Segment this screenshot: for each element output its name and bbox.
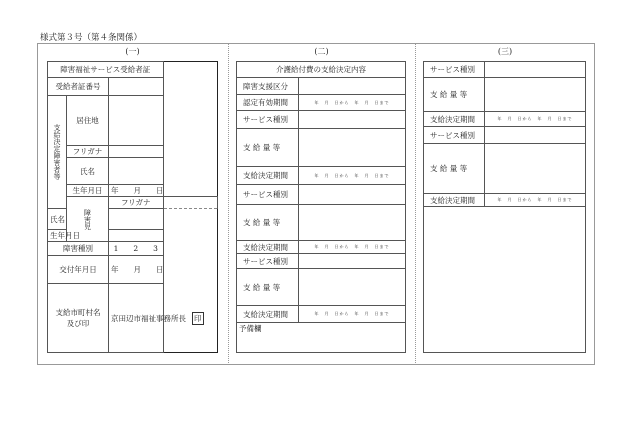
issuer-cell xyxy=(109,284,202,353)
blank-area[interactable] xyxy=(424,207,586,353)
service-type-field[interactable] xyxy=(299,185,406,205)
amount-field[interactable] xyxy=(485,144,586,194)
decision-period-label: 支給決定期間 xyxy=(237,167,299,185)
panel-2-heading: (二) xyxy=(314,47,329,56)
service-type-field[interactable] xyxy=(485,127,586,144)
child-birthdate-label: 生年月日 xyxy=(48,230,67,242)
service-type-label: サービス種別 xyxy=(424,127,485,144)
address-label: 居住地 xyxy=(67,96,109,146)
child-name-label: 氏名 xyxy=(48,209,67,230)
furigana-label: フリガナ xyxy=(67,146,109,158)
disability-type-label: 障害種別 xyxy=(48,242,109,256)
valid-period-field[interactable]: 年 月 日から 年 月 日まで xyxy=(299,95,406,111)
amount-label: 支 給 量 等 xyxy=(237,269,299,306)
amount-field[interactable] xyxy=(299,269,406,306)
service-type-field[interactable] xyxy=(299,111,406,129)
child-group-label: 障害児 xyxy=(67,197,109,242)
issue-date-field[interactable]: 年 月 日 xyxy=(109,256,164,284)
amount-label: 支 給 量 等 xyxy=(237,205,299,241)
support-level-field[interactable] xyxy=(299,78,406,95)
name-field[interactable] xyxy=(109,158,164,185)
amount-field[interactable] xyxy=(299,129,406,167)
adult-group-label: 支給決定障害者等 xyxy=(48,96,67,209)
care-benefit-table xyxy=(236,61,406,353)
name-label: 氏名 xyxy=(67,158,109,185)
birthdate-label: 生年月日 xyxy=(67,185,109,197)
recipient-number-field[interactable] xyxy=(109,78,164,96)
disability-type-options[interactable]: 1 2 3 xyxy=(109,242,164,256)
reserve-field[interactable]: 予備欄 xyxy=(237,323,406,353)
fold-line xyxy=(415,43,416,365)
decision-period-label: 支給決定期間 xyxy=(424,194,485,207)
additional-services-table xyxy=(423,61,586,353)
decision-period-label: 支給決定期間 xyxy=(237,306,299,323)
valid-period-label: 認定有効期間 xyxy=(237,95,299,111)
decision-period-field[interactable]: 年 月 日から 年 月 日まで xyxy=(485,112,586,127)
recipient-certificate-table xyxy=(47,61,218,353)
furigana-field[interactable] xyxy=(109,146,164,158)
decision-period-field[interactable]: 年 月 日から 年 月 日まで xyxy=(299,241,406,254)
service-type-label: サービス種別 xyxy=(237,111,299,129)
panel-3-heading: (三) xyxy=(497,47,513,56)
certificate-title: 障害福祉サービス受給者証 xyxy=(48,62,164,78)
decision-period-field[interactable]: 年 月 日から 年 月 日まで xyxy=(485,194,586,207)
amount-label: 支 給 量 等 xyxy=(424,144,485,194)
decision-period-field[interactable]: 年 月 日から 年 月 日まで xyxy=(299,306,406,323)
service-type-label: サービス種別 xyxy=(237,185,299,205)
decision-period-label: 支給決定期間 xyxy=(424,112,485,127)
recipient-number-label: 受給者証番号 xyxy=(48,78,109,96)
service-type-field[interactable] xyxy=(299,254,406,269)
care-benefit-title: 介護給付費の支給決定内容 xyxy=(237,62,406,78)
panel-1-heading: (一) xyxy=(125,47,140,56)
decision-period-label: 支給決定期間 xyxy=(237,241,299,254)
child-furigana-label: フリガナ xyxy=(109,197,164,209)
decision-period-field[interactable]: 年 月 日から 年 月 日まで xyxy=(299,167,406,185)
form-number: 様式第３号（第４条関係） xyxy=(40,33,143,43)
issue-date-label: 交付年月日 xyxy=(48,256,109,284)
service-type-label: サービス種別 xyxy=(237,254,299,269)
municipality-label-line2: 及び印 xyxy=(66,319,90,328)
amount-label: 支 給 量 等 xyxy=(237,129,299,167)
amount-field[interactable] xyxy=(299,205,406,241)
birthdate-field[interactable]: 年 月 日 xyxy=(109,185,164,197)
amount-label: 支 給 量 等 xyxy=(424,78,485,112)
issuer-name: 京田辺市福祉事務所長 xyxy=(111,313,186,323)
address-field[interactable] xyxy=(109,96,164,146)
service-type-field[interactable] xyxy=(485,62,586,78)
amount-field[interactable] xyxy=(485,78,586,112)
municipality-label xyxy=(48,284,109,353)
child-name-field[interactable] xyxy=(109,209,164,230)
service-type-label: サービス種別 xyxy=(424,62,485,78)
municipality-label-line1: 支給市町村名 xyxy=(55,308,101,317)
child-furigana-field[interactable] xyxy=(163,197,218,209)
support-level-label: 障害支援区分 xyxy=(237,78,299,95)
fold-line xyxy=(228,43,229,365)
seal-stamp: 印 xyxy=(194,313,202,323)
child-birthdate-field[interactable] xyxy=(109,230,164,242)
